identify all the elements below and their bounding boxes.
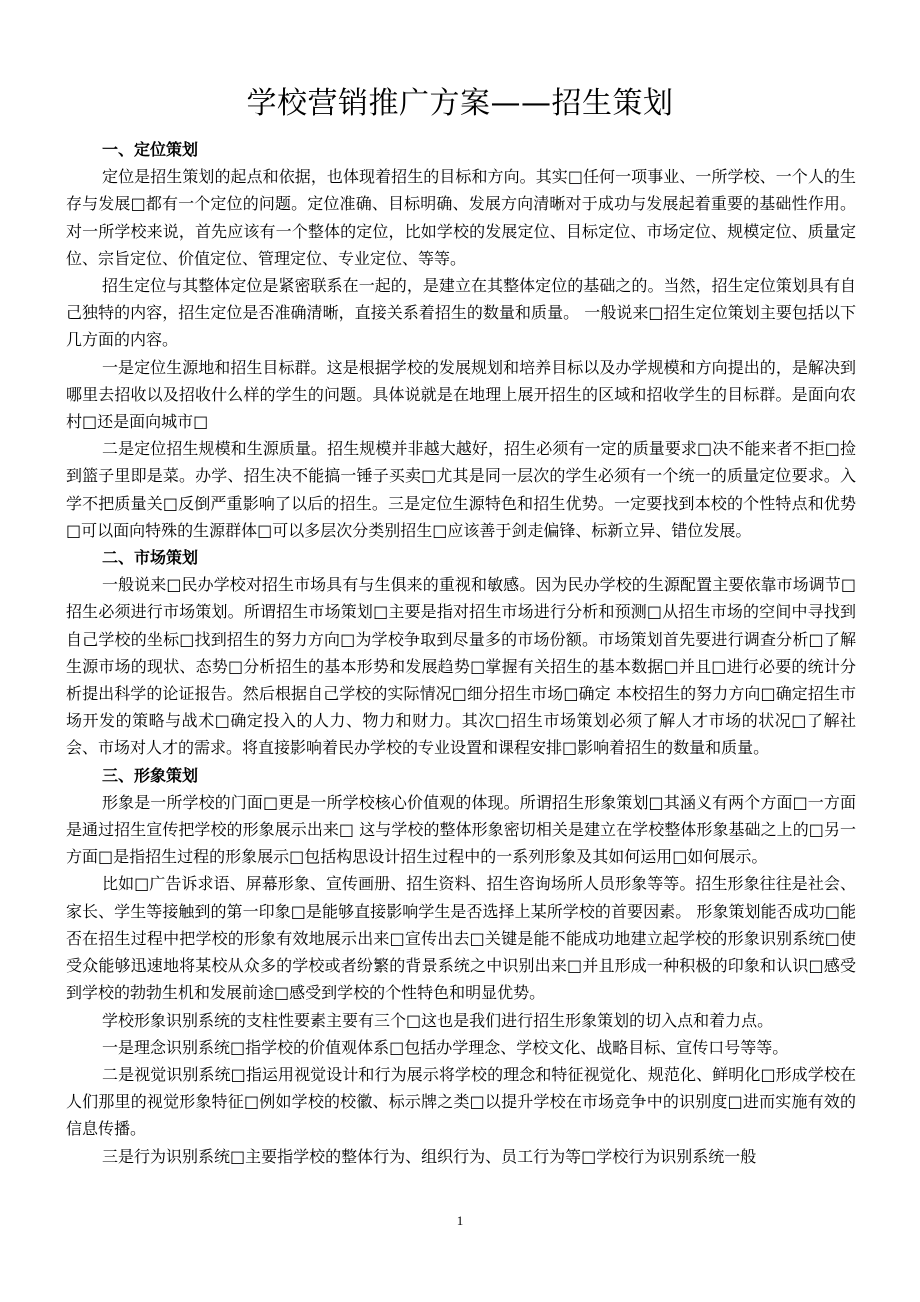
paragraph: 一是理念识别系统□指学校的价值观体系□包括办学理念、学校文化、战略目标、宣传口号等等。 — [102, 1037, 789, 1057]
document-body — [66, 136, 856, 1170]
paragraph: 二是定位招生规模和生源质量。招生规模并非越大越好，招生必须有一定的质量要求□决不能来者不拒□捡到篮子里即是菜。办学、招生决不能搞一锤子买卖□尤其是同一层次的学生必须有一个统一的质量定位要求。入学不把质量关□反倒严重影响了以后的招生。三是定位生源特色和招生优势。一定要找到本校的个性特点和优势□可以面向特殊的生源群体□可以多层次分类别招生□应该善于剑走偏锋、标新立异、错位发展。 — [66, 439, 856, 540]
paragraph: 一般说来□民办学校对招生市场具有与生俱来的重视和敏感。因为民办学校的生源配置主要依靠市场调节□招生必须进行市场策划。所谓招生市场策划□主要是指对招生市场进行分析和预测□从招生市场的空间中寻找到自己学校的坐标□找到招生的努力方向□为学校争取到尽量多的市场份额。市场策划首先要进行调查分析□了解生源市场的现状、态势□分析招生的基本形势和发展趋势□掌握有关招生的基本数据□并且□进行必要的统计分析提出科学的论证报告。然后根据自己学校的实际情况□细分招生市场□确定 本校招生的努力方向□确定招生市场开发的策略与战术□确定投入的人力、物力和财力。其次□招生市场策划必须了解人才市场的状况□了解社会、市场对人才的需求。将直接影响着民办学校的专业设置和课程安排□影响着招生的数量和质量。 — [66, 575, 856, 758]
paragraph: 定位是招生策划的起点和依据，也体现着招生的目标和方向。其实□任何一项事业、一所学校、一个人的生存与发展□都有一个定位的问题。定位准确、目标明确、发展方向清晰对于成功与发展起着重要的基础性作用。对一所学校来说，首先应该有一个整体的定位，比如学校的发展定位、目标定位、市场定位、规模定位、质量定位、宗旨定位、价值定位、管理定位、专业定位、等等。 — [66, 167, 856, 268]
paragraph: 二是视觉识别系统□指运用视觉设计和行为展示将学校的理念和特征视觉化、规范化、鲜明化□形成学校在人们那里的视觉形象特征□例如学校的校徽、标示牌之类□以提升学校在市场竞争中的识别度□进而实施有效的信息传播。 — [66, 1064, 856, 1139]
paragraph: 比如□广告诉求语、屏幕形象、宣传画册、招生资料、招生咨询场所人员形象等等。招生形象往往是社会、家长、学生等接触到的第一印象□是能够直接影响学生是否选择上某所学校的首要因素。 形象策划能否成功□能否在招生过程中把学校的形象有效地展示出来□宣传出去□关键是能不能成功地建立起学校的形象识别系统□使受众能够迅速地将某校从众多的学校或者纷繁的背景系统之中识别出来□并且形成一种积极的印象和认识□感受到学校的勃勃生机和发展前途□感受到学校的个性特色和明显优势。 — [66, 874, 856, 1003]
page-number: 1 — [456, 1213, 464, 1228]
section-market — [66, 544, 856, 762]
paragraph: 招生定位与其整体定位是紧密联系在一起的，是建立在其整体定位的基础之的。当然，招生定位策划具有自己独特的内容，招生定位是否准确清晰，直接关系着招生的数量和质量。 一般说来□招生定位策划主要包括以下几方面的内容。 — [66, 276, 856, 350]
section-positioning — [66, 136, 856, 544]
document-title: 学校营销推广方案——招生策划 — [246, 86, 674, 121]
paragraph: 学校形象识别系统的支柱性要素主要有三个□这也是我们进行招生形象策划的切入点和着力点。 — [102, 1010, 774, 1030]
paragraph: 一是定位生源地和招生目标群。这是根据学校的发展规划和培养目标以及办学规模和方向提出的，是解决到哪里去招收以及招收什么样的学生的问题。具体说就是在地理上展开招生的区域和招收学生的目标群。是面向农村□还是面向城市□ — [66, 357, 856, 432]
section-heading: 二、市场策划 — [102, 548, 199, 568]
section-image — [66, 762, 856, 1170]
section-heading: 一、定位策划 — [102, 140, 199, 159]
section-heading: 三、形象策划 — [102, 765, 199, 785]
paragraph: 三是行为识别系统□主要指学校的整体行为、组织行为、员工行为等□学校行为识别系统一般 — [102, 1146, 757, 1166]
paragraph: 形象是一所学校的门面□更是一所学校核心价值观的体现。所谓招生形象策划□其涵义有两个方面□一方面是通过招生宣传把学校的形象展示出来□ 这与学校的整体形象密切相关是建立在学校整体形象基础之上的□另一方面□是指招生过程的形象展示□包括构思设计招生过程中的一系列形象及其如何运用□如何展示。 — [66, 792, 856, 867]
